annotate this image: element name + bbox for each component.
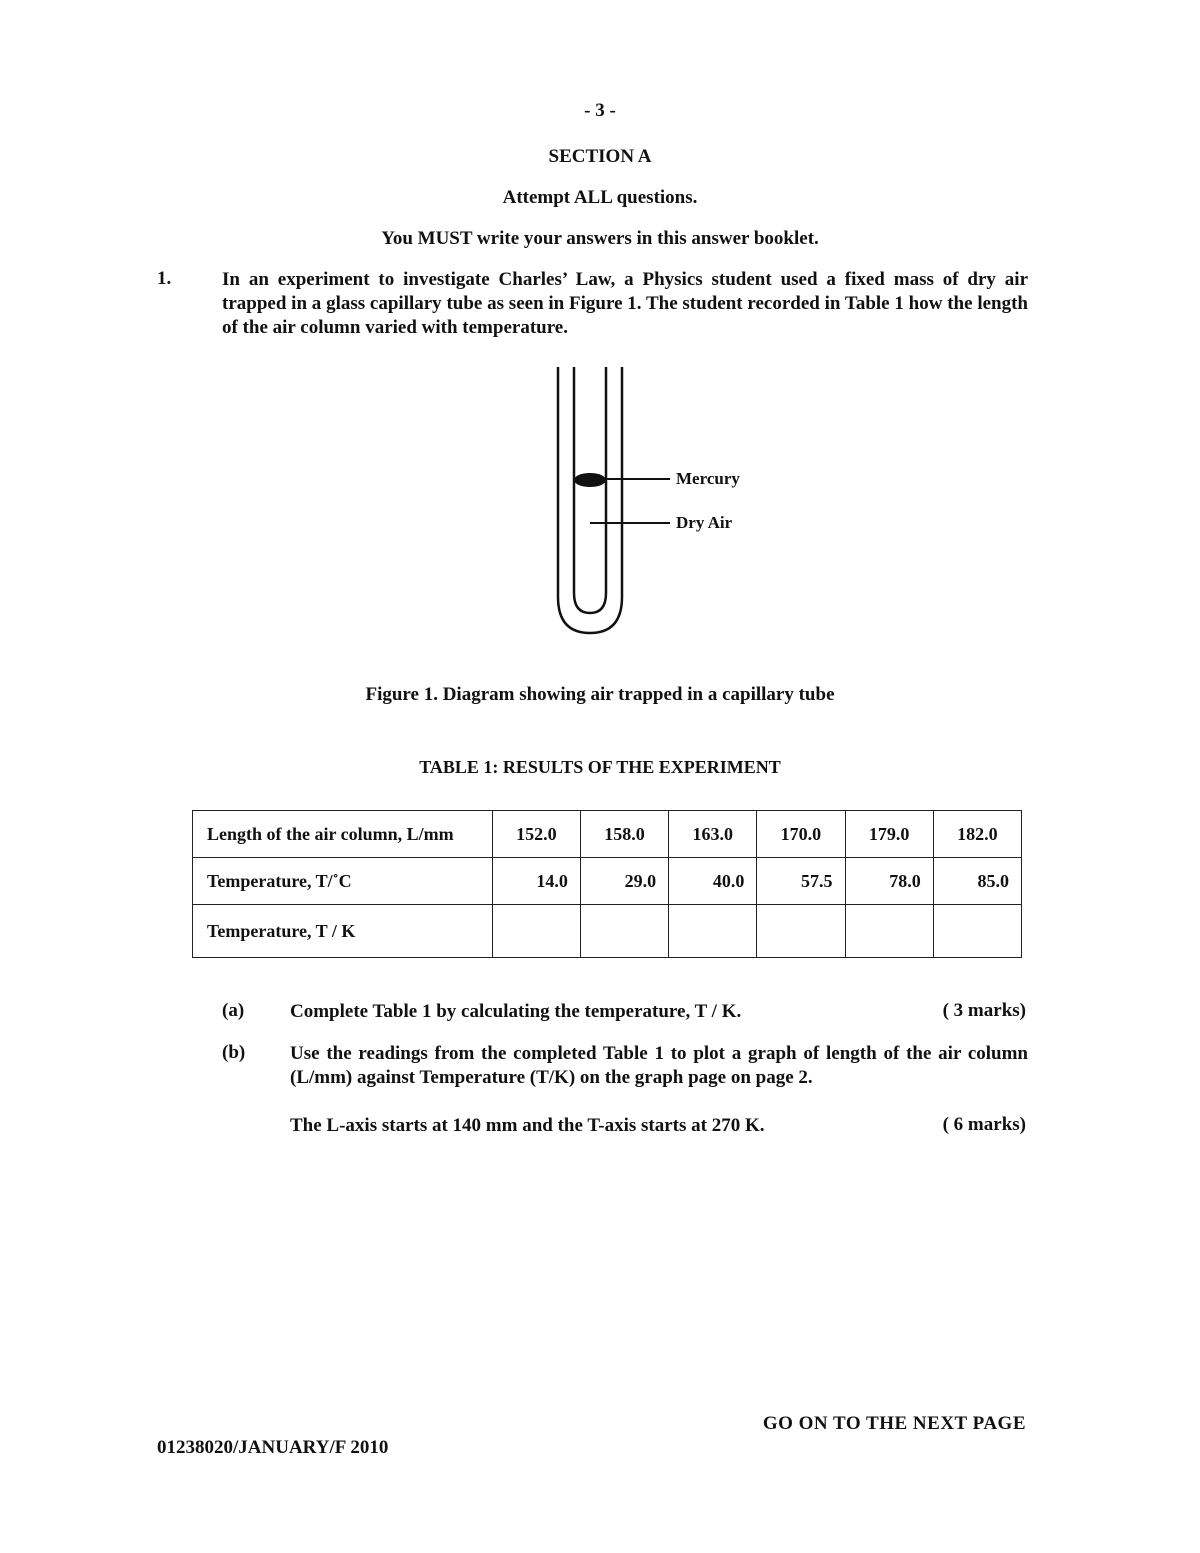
table-cell-empty: [845, 905, 933, 958]
table-row: [193, 858, 1022, 905]
table-cell: 152.0: [492, 811, 580, 858]
part-b-letter: (b): [222, 1042, 246, 1063]
page-number: - 3 -: [584, 100, 616, 121]
table-cell-empty: [669, 905, 757, 958]
part-b-text: Use the readings from the completed Table 1 to plot a graph of length of the air column (L/mm) against Temperature (T/K) on the graph page on page 2.: [290, 1043, 1028, 1088]
table-cell: 170.0: [757, 811, 845, 858]
mercury-plug: [574, 473, 606, 487]
tube-outer-wall: [558, 367, 622, 633]
table-cell-empty: [757, 905, 845, 958]
part-a-text: Complete Table 1 by calculating the temperature, T / K.: [290, 1001, 742, 1022]
dry-air-label: Dry Air: [676, 513, 733, 532]
question-number: 1.: [157, 268, 172, 289]
table-cell: 85.0: [933, 858, 1021, 905]
table-cell: 182.0: [933, 811, 1021, 858]
table-row: [193, 811, 1022, 858]
table-cell-empty: [933, 905, 1021, 958]
figure-caption: Figure 1. Diagram showing air trapped in a capillary tube: [365, 684, 835, 705]
capillary-tube-figure: [540, 365, 780, 650]
part-a-letter: (a): [222, 1000, 245, 1021]
part-a-marks: ( 3 marks): [942, 1000, 1026, 1021]
capillary-tube-diagram: [540, 365, 780, 645]
table-cell: 40.0: [669, 858, 757, 905]
table-cell: 57.5: [757, 858, 845, 905]
results-table: [192, 810, 1022, 958]
table-row: [193, 905, 1022, 958]
row-label-temperature-k: Temperature, T / K: [193, 905, 493, 958]
part-b-axis-note: The L-axis starts at 140 mm and the T-axis starts at 270 K.: [290, 1115, 765, 1136]
table-title: TABLE 1: RESULTS OF THE EXPERIMENT: [419, 757, 781, 777]
row-label-temperature-c: Temperature, T/˚C: [193, 858, 493, 905]
section-title: SECTION A: [548, 146, 652, 167]
table-cell-empty: [580, 905, 668, 958]
table-cell-empty: [492, 905, 580, 958]
instruction-attempt-all: Attempt ALL questions.: [502, 187, 698, 208]
table-cell: 179.0: [845, 811, 933, 858]
part-b-marks: ( 6 marks): [942, 1114, 1026, 1135]
table-cell: 78.0: [845, 858, 933, 905]
instruction-answer-booklet: You MUST write your answers in this answer booklet.: [381, 228, 819, 249]
go-on-next-page: GO ON TO THE NEXT PAGE: [762, 1413, 1026, 1434]
tube-inner-wall: [574, 367, 606, 613]
table-cell: 163.0: [669, 811, 757, 858]
table-cell: 14.0: [492, 858, 580, 905]
table-cell: 158.0: [580, 811, 668, 858]
paper-code: 01238020/JANUARY/F 2010: [157, 1437, 389, 1458]
row-label-length: Length of the air column, L/mm: [193, 811, 493, 858]
table-cell: 29.0: [580, 858, 668, 905]
question-text: In an experiment to investigate Charles’ Law, a Physics student used a fixed mass of dry air trapped in a glass capillary tube as seen in Figure 1. The student recorded in Table 1 how the length of the air column varied with temperature.: [222, 269, 1028, 338]
mercury-label: Mercury: [676, 469, 740, 488]
